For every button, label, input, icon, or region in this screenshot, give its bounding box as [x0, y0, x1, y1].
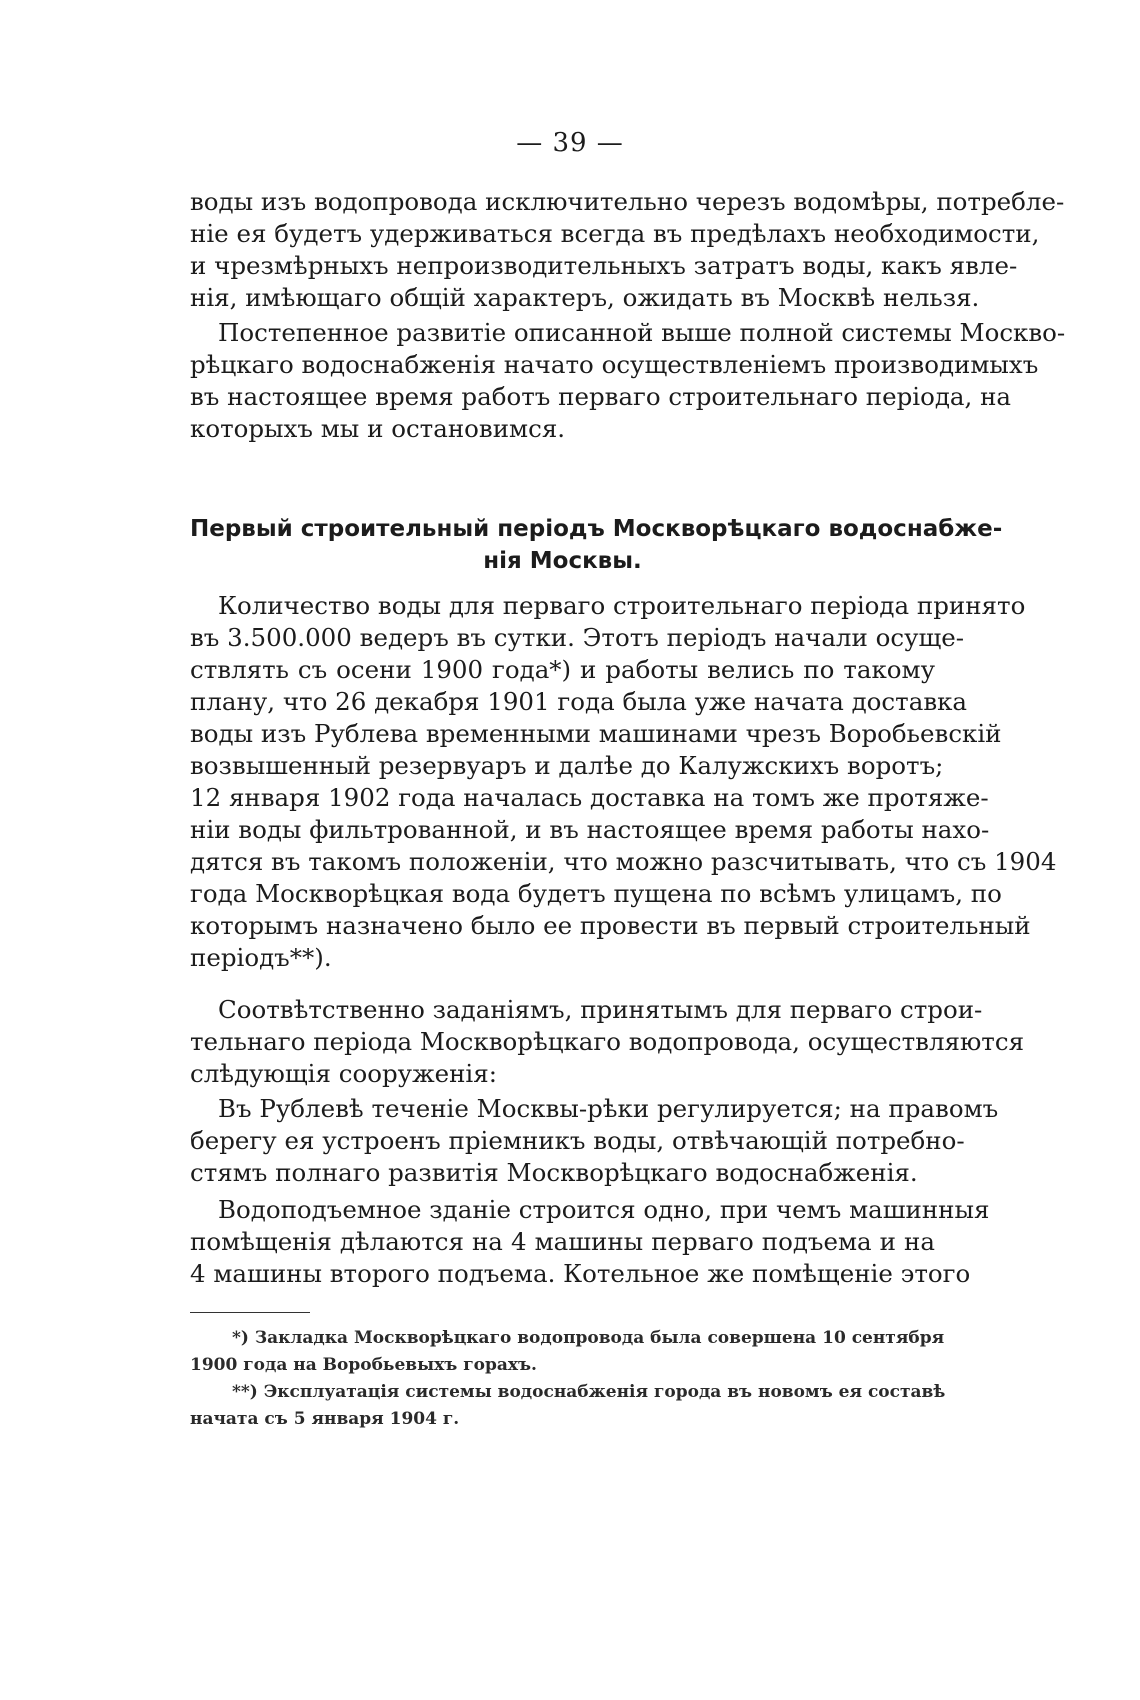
text-line: Въ Рублевѣ теченіе Москвы-рѣки регулируется; на правомъ — [218, 1094, 999, 1123]
text-line: года Москворѣцкая вода будетъ пущена по всѣмъ улицамъ, по — [190, 879, 1002, 908]
section-heading — [190, 513, 1003, 577]
text-line: слѣдующія сооруженія: — [190, 1059, 497, 1088]
text-line: 12 января 1902 года началась доставка на томъ же протяже- — [190, 783, 989, 812]
text-line: и чрезмѣрныхъ непроизводительныхъ затратъ воды, какъ явле- — [190, 251, 1018, 280]
text-line: стямъ полнаго развитія Москворѣцкаго водоснабженія. — [190, 1158, 918, 1187]
text-line: плану, что 26 декабря 1901 года была уже начата доставка — [190, 687, 968, 716]
paragraph-development — [190, 317, 1066, 445]
text-line: ніе ея будетъ удерживаться всегда въ предѣлахъ необходимости, — [190, 219, 1040, 248]
text-line: берегу ея устроенъ пріемникъ воды, отвѣчающій потребно- — [190, 1126, 965, 1155]
paragraph-water-quantity — [190, 590, 1057, 974]
text-line: возвышенный резервуаръ и далѣе до Калужскихъ воротъ; — [190, 751, 944, 780]
text-line: которымъ назначено было ее провести въ первый строительный — [190, 911, 1031, 940]
text-line: рѣцкаго водоснабженія начато осуществленіемъ производимыхъ — [190, 350, 1039, 379]
text-line: нія, имѣющаго общій характеръ, ожидать въ Москвѣ нельзя. — [190, 283, 980, 312]
paragraph-structures — [190, 994, 1025, 1090]
text-line: ствлять съ осени 1900 года*) и работы велись по такому — [190, 655, 935, 684]
footnote-line: *) Закладка Москворѣцкаго водопровода была совершена 10 сентября — [232, 1328, 945, 1348]
text-line: воды изъ Рублева временными машинами чрезъ Воробьевскій — [190, 719, 1002, 748]
footnote-line: **) Эксплуатація системы водоснабженія города въ новомъ ея составѣ — [232, 1382, 946, 1402]
text-line: ніи воды фильтрованной, и въ настоящее время работы нахо- — [190, 815, 990, 844]
footnote-line: 1900 года на Воробьевыхъ горахъ. — [190, 1355, 537, 1375]
text-line: Количество воды для перваго строительнаго періода принято — [218, 591, 1026, 620]
text-line: тельнаго періода Москворѣцкаго водопровода, осуществляются — [190, 1027, 1025, 1056]
text-line: Постепенное развитіе описанной выше полной системы Москво- — [218, 318, 1066, 347]
text-line: помѣщенія дѣлаются на 4 машины перваго подъема и на — [190, 1227, 935, 1256]
text-line: въ 3.500.000 ведеръ въ сутки. Этотъ періодъ начали осуще- — [190, 623, 965, 652]
paragraph-rublevo — [190, 1093, 999, 1189]
footnote-line: начата съ 5 января 1904 г. — [190, 1409, 460, 1429]
text-line: воды изъ водопровода исключительно черезъ водомѣры, потребле- — [190, 187, 1065, 216]
text-line: 4 машины второго подъема. Котельное же помѣщеніе этого — [190, 1259, 971, 1288]
text-line: которыхъ мы и остановимся. — [190, 414, 566, 443]
text-line: Водоподъемное зданіе строится одно, при чемъ машинныя — [218, 1195, 990, 1224]
text-line: дятся въ такомъ положеніи, что можно разсчитывать, что съ 1904 — [190, 847, 1057, 876]
text-line: періодъ**). — [190, 943, 332, 972]
footnotes — [190, 1325, 946, 1433]
footnote-divider — [190, 1312, 310, 1313]
paragraph-pumping-building — [190, 1194, 990, 1290]
heading-line: Первый строительный періодъ Москворѣцкаго водоснабже- — [190, 516, 1003, 542]
text-line: Соотвѣтственно заданіямъ, принятымъ для перваго строи- — [218, 995, 983, 1024]
text-line: въ настоящее время работъ перваго строительнаго періода, на — [190, 382, 1012, 411]
paragraph-continuation — [190, 186, 1065, 314]
page-number: — 39 — — [516, 128, 624, 158]
heading-line: нія Москвы. — [483, 548, 642, 574]
